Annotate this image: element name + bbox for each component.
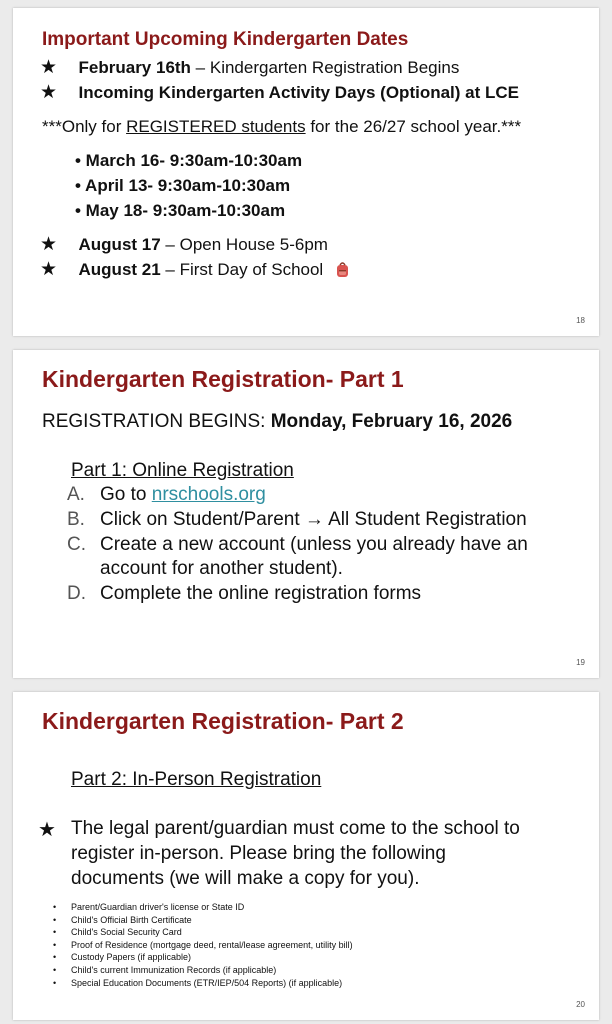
activity-day: • May 18- 9:30am-10:30am — [75, 201, 286, 220]
instruction-line: register in-person. Please bring the following — [71, 843, 446, 864]
star-item: ★ Incoming Kindergarten Activity Days (Optional) at LCE — [40, 82, 519, 103]
star-icon: ★ — [40, 57, 58, 78]
slide-title: Kindergarten Registration- Part 1 — [42, 366, 404, 392]
step-item: D. Complete the online registration forms — [67, 583, 422, 604]
documents-list — [53, 901, 353, 989]
star-icon: ★ — [40, 259, 58, 280]
star-icon: ★ — [40, 234, 58, 255]
list-item: • Special Education Documents (ETR/IEP/504 Reports) (if applicable) — [53, 977, 343, 988]
slide-18 — [13, 8, 599, 336]
page-number: 20 — [576, 1000, 585, 1009]
nrschools-link[interactable]: nrschools.org — [151, 484, 266, 505]
star-icon: ★ — [38, 819, 56, 841]
step-item: B. Click on Student/Parent → All Student Registration — [67, 509, 527, 530]
list-item: • Parent/Guardian driver's license or State ID — [53, 902, 245, 912]
slide-title: Important Upcoming Kindergarten Dates — [42, 29, 409, 50]
list-item: • Child's current Immunization Records (if applicable) — [53, 964, 277, 975]
star-item: ★ August 17 – Open House 5-6pm — [40, 234, 328, 255]
step-item: A. Go to nrschools.org — [67, 484, 266, 505]
step-item: C. Create a new account (unless you already have an — [67, 534, 528, 555]
step-continuation: account for another student). — [100, 558, 343, 579]
instruction-line: documents (we will make a copy for you). — [71, 868, 420, 889]
registered-note: ***Only for REGISTERED students for the 26/27 school year.*** — [42, 117, 522, 136]
page-number: 18 — [576, 316, 585, 325]
part-heading: Part 1: Online Registration — [71, 460, 294, 481]
activity-day: • April 13- 9:30am-10:30am — [75, 176, 291, 195]
list-item: • Custody Papers (if applicable) — [53, 952, 192, 963]
instruction-line: The legal parent/guardian must come to the school to — [71, 818, 520, 839]
part-heading: Part 2: In-Person Registration — [71, 769, 322, 790]
list-item: • Child's Official Birth Certificate — [53, 914, 192, 925]
registration-begins: REGISTRATION BEGINS: Monday, February 16, 2026 — [42, 411, 513, 432]
star-item: ★ February 16th – Kindergarten Registration Begins — [40, 57, 460, 78]
star-icon: ★ — [40, 82, 58, 103]
activity-day: • March 16- 9:30am-10:30am — [75, 151, 303, 170]
star-item: ★ August 21 – First Day of School — [40, 260, 351, 280]
slide-19 — [13, 350, 599, 678]
slide-title: Kindergarten Registration- Part 2 — [42, 708, 404, 734]
page-number: 19 — [576, 658, 585, 667]
list-item: • Child's Social Security Card — [53, 927, 182, 938]
backpack-icon — [334, 261, 351, 278]
list-item: • Proof of Residence (mortgage deed, rental/lease agreement, utility bill) — [53, 939, 353, 950]
slide-20 — [13, 692, 599, 1020]
